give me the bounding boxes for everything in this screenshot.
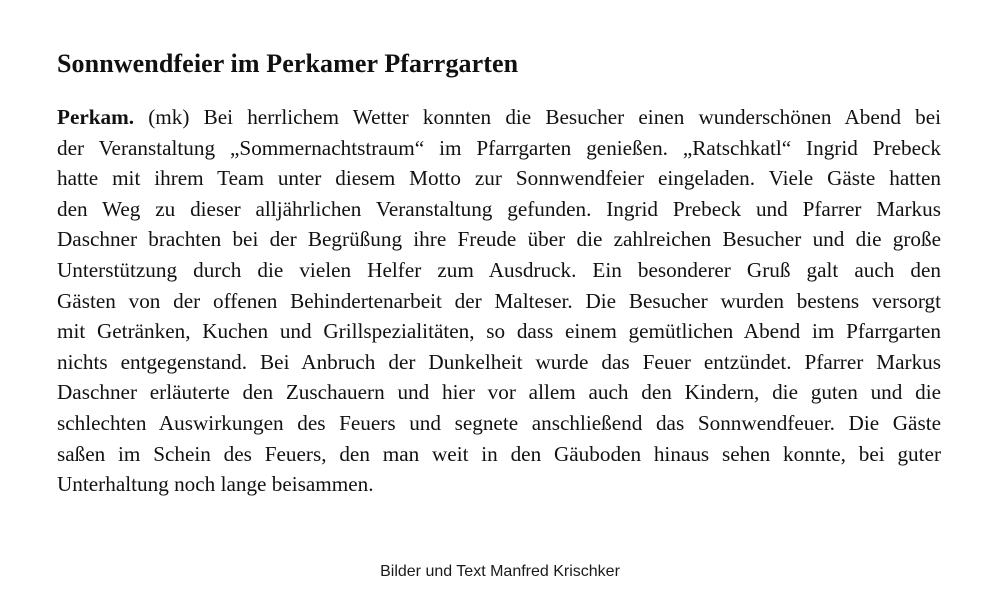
body-line: nichts entgegenstand. Bei Anbruch der Dunkelheit wurde das Feuer entzündet. Pfarrer Markus: [57, 349, 941, 374]
body-line: Gästen von der offenen Behindertenarbeit der Malteser. Die Besucher wurden bestens versorgt: [57, 288, 941, 313]
body-line: schlechten Auswirkungen des Feuers und segnete anschließend das Sonnwendfeuer. Die Gäste: [57, 410, 941, 435]
article-headline: Sonnwendfeier im Perkamer Pfarrgarten: [57, 49, 519, 78]
body-line: der Veranstaltung „Sommernachtstraum“ im Pfarrgarten genießen. „Ratschkatl“ Ingrid Prebeck: [57, 135, 941, 160]
body-line: Daschner brachten bei der Begrüßung ihre Freude über die zahlreichen Besucher und die große: [57, 227, 941, 252]
photo-credit: Bilder und Text Manfred Krischker: [380, 563, 620, 580]
body-line: Daschner erläuterte den Zuschauern und hier vor allem auch den Kindern, die guten und die: [57, 380, 941, 405]
body-line: hatte mit ihrem Team unter diesem Motto zur Sonnwendfeier eingeladen. Viele Gäste hatten: [57, 166, 941, 191]
body-line-text: (mk) Bei herrlichem Wetter konnten die Besucher einen wunderschönen Abend bei: [134, 105, 941, 129]
body-line: [57, 102, 941, 133]
body-line: den Weg zu dieser alljährlichen Veranstaltung gefunden. Ingrid Prebeck und Pfarrer Markus: [57, 196, 941, 221]
body-line: mit Getränken, Kuchen und Grillspezialitäten, so dass einem gemütlichen Abend im Pfarrgarten: [57, 319, 941, 344]
article: [57, 48, 941, 500]
body-line: saßen im Schein des Feuers, den man weit in den Gäuboden hinaus sehen konnte, bei guter: [57, 441, 941, 466]
article-body: [57, 102, 941, 500]
article-dateline: Perkam.: [57, 105, 135, 129]
body-line: Unterstützung durch die vielen Helfer zum Ausdruck. Ein besonderer Gruß galt auch den: [57, 257, 941, 282]
body-line: Unterhaltung noch lange beisammen.: [57, 472, 374, 497]
